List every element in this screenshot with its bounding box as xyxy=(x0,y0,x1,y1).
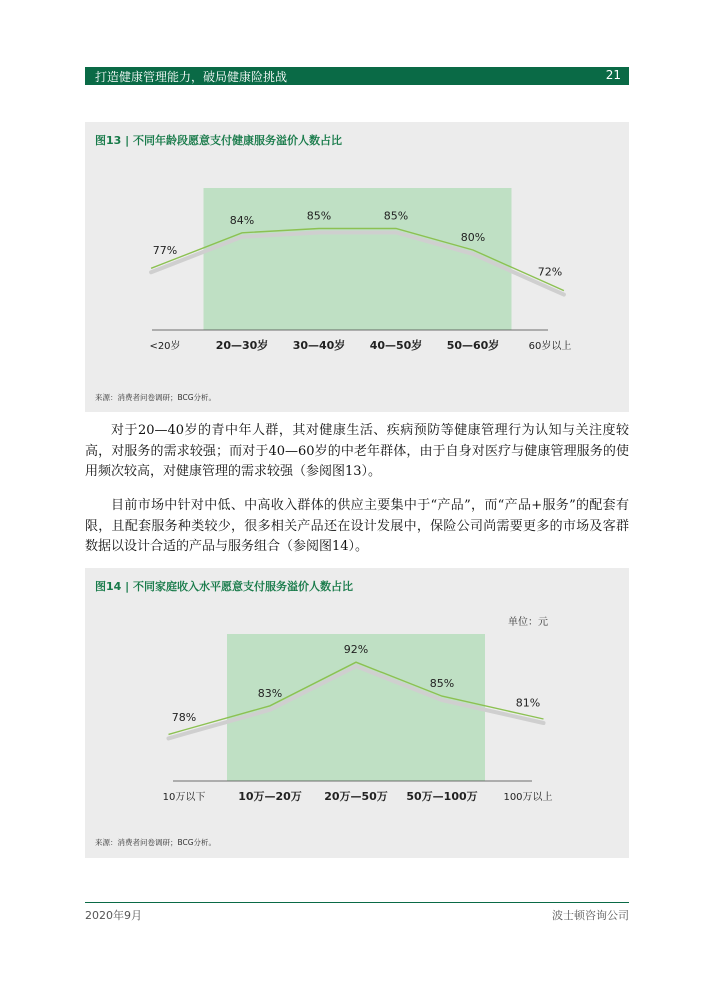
data-label: 77% xyxy=(152,243,178,257)
age-chart xyxy=(85,122,629,412)
data-label: 72% xyxy=(537,265,563,279)
data-label: 78% xyxy=(171,711,197,725)
category-label: 20—30岁 xyxy=(215,339,269,352)
figure-13-title: 图13 | 不同年龄段愿意支付健康服务溢价人数占比 xyxy=(95,134,342,147)
category-label: 20万—50万 xyxy=(324,790,388,803)
figure-14-source: 来源：消费者问卷调研；BCG分析。 xyxy=(95,838,217,847)
figure-13 xyxy=(85,122,629,412)
highlight-band xyxy=(204,188,512,330)
header-title: 打造健康管理能力，破局健康险挑战 xyxy=(95,70,288,84)
data-label: 81% xyxy=(515,696,541,710)
data-label: 80% xyxy=(460,231,486,244)
category-label: 50万—100万 xyxy=(406,790,478,803)
category-label: 40—50岁 xyxy=(369,339,423,352)
category-label: 10万—20万 xyxy=(238,790,302,803)
category-label: <20岁 xyxy=(149,341,181,352)
page-number: 21 xyxy=(605,68,621,82)
category-label: 50—60岁 xyxy=(446,339,500,352)
figure-14 xyxy=(85,568,629,858)
footer-divider xyxy=(85,902,629,903)
footer-org: 波士顿咨询公司 xyxy=(552,909,629,922)
figure-14-title: 图14 | 不同家庭收入水平愿意支付服务溢价人数占比 xyxy=(95,580,353,593)
data-label: 92% xyxy=(343,643,369,657)
paragraph-2 xyxy=(85,496,629,558)
paragraph-2-text: 目前市场中针对中低、中高收入群体的供应主要集中于“产品”，而“产品+服务”的配套有限，且配套服务种类较少，很多相关产品还在设计发展中，保险公司尚需要更多的市场及客群数据以设计合适的产品与服务组合（参阅图14）。 xyxy=(85,498,629,554)
paragraph-1-text: 对于20—40岁的青中年人群，其对健康生活、疾病预防等健康管理行为认知与关注度较高，对服务的需求较强；而对于40—60岁的中老年群体，由于自身对医疗与健康管理服务的使用频次较高，对健康管理的需求较强（参阅图13）。 xyxy=(85,423,629,479)
unit-label: 单位：元 xyxy=(508,617,548,628)
figure-13-source: 来源：消费者问卷调研；BCG分析。 xyxy=(95,393,217,402)
data-label: 85% xyxy=(429,677,455,691)
category-label: 100万以上 xyxy=(503,792,553,803)
data-label: 85% xyxy=(383,209,409,223)
page-header xyxy=(85,67,629,85)
footer-date: 2020年9月 xyxy=(85,909,142,922)
category-label: 10万以下 xyxy=(162,792,206,803)
paragraph-1 xyxy=(85,421,629,483)
income-chart xyxy=(85,568,629,858)
data-label: 83% xyxy=(257,686,283,700)
data-label: 85% xyxy=(306,209,332,223)
category-label: 30—40岁 xyxy=(292,339,346,352)
data-label: 84% xyxy=(229,213,255,227)
category-label: 60岁以上 xyxy=(528,341,572,352)
